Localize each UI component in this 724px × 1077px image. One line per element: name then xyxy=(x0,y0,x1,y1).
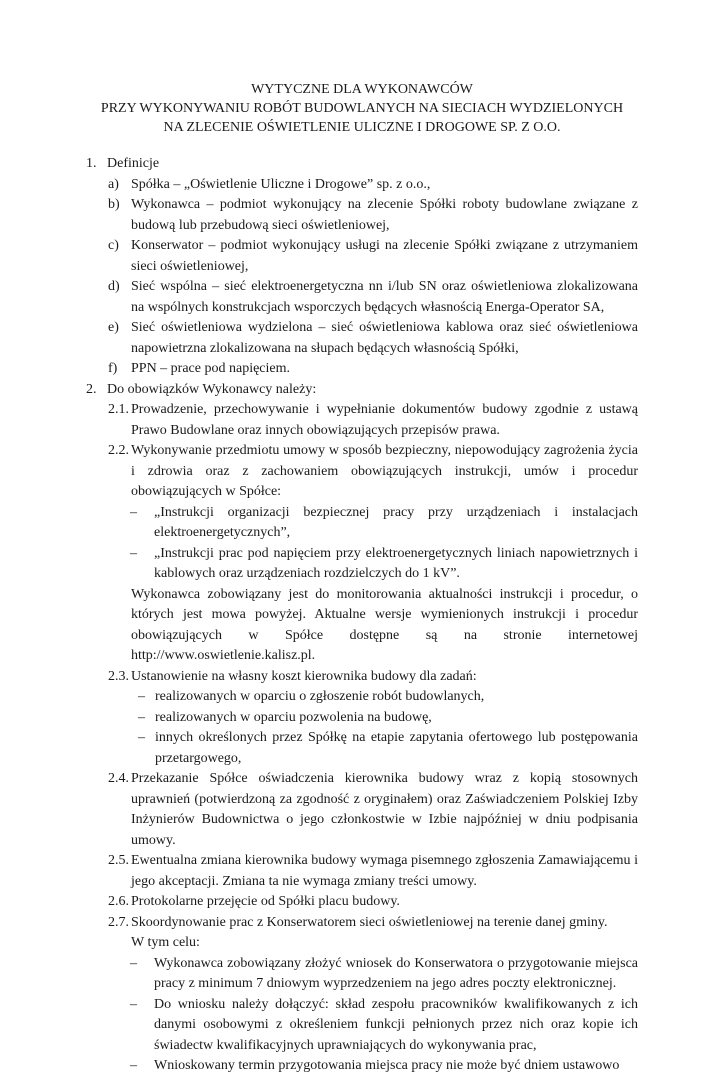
title-line-1: WYTYCZNE DLA WYKONAWCÓW xyxy=(251,82,473,97)
section-number: 1. xyxy=(86,156,97,171)
bullet-text: „Instrukcji prac pod napięciem przy elektroenergetycznych liniach napowietrznych i kablowych oraz urządzeniach rozdzielczych do 1 kV”. xyxy=(154,545,638,581)
item-text: Prowadzenie, przechowywanie i wypełnianie dokumentów budowy zgodnie z ustawą Prawo Budowlane oraz innych obowiązujących przepisów prawa. xyxy=(131,402,638,438)
item-text: Sieć wspólna – sieć elektroenergetyczna nn i/lub SN oraz oświetleniowa zlokalizowana na wspólnych konstrukcjach wsporczych będących własnością Energa-Operator SA, xyxy=(131,279,638,315)
item-text: Sieć oświetleniowa wydzielona – sieć oświetleniowa kablowa oraz sieć oświetleniowa napowietrzna zlokalizowana na słupach będących własnością Spółki, xyxy=(131,320,638,356)
item-text: PPN – prace pod napięciem. xyxy=(131,361,291,376)
item-label: 2.3. xyxy=(108,668,129,684)
obligation-item-2-2 xyxy=(86,441,638,503)
dash-marker: – xyxy=(138,689,145,704)
item-label: e) xyxy=(108,320,119,335)
item-text: Konserwator – podmiot wykonujący usługi na zlecenie Spółki związane z utrzymaniem sieci oświetleniowej, xyxy=(131,238,638,274)
item-label: 2.2. xyxy=(108,443,129,458)
note-text: Wykonawca zobowiązany jest do monitorowania aktualności instrukcji i procedur, o których jest mowa powyżej. Aktualne wersje wymienionych instrukcji i procedur obowiązujących w Spółce dostępne są na stronie internetowej http://www.oswietlenie.kalisz.pl. xyxy=(131,586,638,663)
dash-marker: – xyxy=(138,730,145,745)
dash-marker: – xyxy=(130,996,137,1012)
obligation-item-2-5 xyxy=(86,851,638,892)
dash-marker: – xyxy=(130,1058,137,1073)
definition-item xyxy=(86,359,638,380)
item-text: Wykonawca – podmiot wykonujący na zlecenie Spółki roboty budowlane związane z budową lub przebudową sieci oświetleniowej, xyxy=(131,197,638,233)
item-text: Protokolarne przejęcie od Spółki placu budowy. xyxy=(131,894,400,909)
document-body xyxy=(86,154,638,1077)
dash-marker: – xyxy=(138,709,145,725)
dash-marker: – xyxy=(130,955,137,971)
subheading-text: W tym celu: xyxy=(131,935,200,950)
section-number: 2. xyxy=(86,381,97,397)
obligation-subheading xyxy=(86,933,638,954)
definition-item xyxy=(86,318,638,359)
dash-marker: – xyxy=(130,545,137,561)
definition-item xyxy=(86,277,638,318)
bullet-text: „Instrukcji organizacji bezpiecznej pracy przy urządzeniach i instalacjach elektroenergetycznych”, xyxy=(154,504,638,540)
section-2-heading xyxy=(86,380,638,401)
item-label: a) xyxy=(108,176,119,192)
bullet-item xyxy=(86,728,638,769)
definition-item xyxy=(86,195,638,236)
section-title: Do obowiązków Wykonawcy należy: xyxy=(107,381,317,397)
bullet-text: innych określonych przez Spółkę na etapie zapytania ofertowego lub postępowania przetargowego, xyxy=(155,730,638,766)
item-label: 2.6. xyxy=(108,894,129,909)
item-text: Spółka – „Oświetlenie Uliczne i Drogowe” sp. z o.o., xyxy=(131,176,431,192)
item-label: f) xyxy=(108,361,118,376)
obligation-item-2-3 xyxy=(86,667,638,688)
title-line-3: NA ZLECENIE OŚWIETLENIE ULICZNE I DROGOWE SP. Z O.O. xyxy=(163,120,561,135)
definition-item xyxy=(86,236,638,277)
item-label: 2.7. xyxy=(108,914,129,930)
bullet-text: realizowanych w oparciu pozwolenia na budowę, xyxy=(155,709,432,725)
item-label: 2.5. xyxy=(108,853,129,868)
bullet-item xyxy=(86,1056,638,1077)
document-title xyxy=(0,80,724,137)
bullet-text: Do wniosku należy dołączyć: skład zespołu pracowników kwalifikowanych z ich danymi osobowymi z określeniem funkcji pełnionych przez nich oraz kopie ich świadectw kwalifikacyjnych uprawniających do wykonywania prac, xyxy=(154,996,638,1053)
bullet-item xyxy=(86,954,638,995)
bullet-item xyxy=(86,503,638,544)
title-line-2: PRZY WYKONYWANIU ROBÓT BUDOWLANYCH NA SIECIACH WYDZIELONYCH xyxy=(100,101,624,116)
item-label: 2.1. xyxy=(108,402,129,417)
bullet-text: Wnioskowany termin przygotowania miejsca pracy nie może być dniem ustawowo xyxy=(154,1058,620,1073)
obligation-item-2-4 xyxy=(86,769,638,851)
item-text: Wykonywanie przedmiotu umowy w sposób bezpieczny, niepowodujący zagrożenia życia i zdrowia oraz z zachowaniem obowiązujących instrukcji, umów i procedur obowiązujących w Spółce: xyxy=(131,443,638,499)
item-label: d) xyxy=(108,279,120,294)
item-text: Ewentualna zmiana kierownika budowy wymaga pisemnego zgłoszenia Zamawiającemu i jego akceptacji. Zmiana ta nie wymaga zmiany treści umowy. xyxy=(131,853,638,889)
item-label: b) xyxy=(108,197,120,212)
obligation-item-2-7 xyxy=(86,913,638,934)
obligation-item-2-1 xyxy=(86,400,638,441)
item-label: 2.4. xyxy=(108,771,129,786)
section-title: Definicje xyxy=(107,156,160,171)
bullet-item xyxy=(86,708,638,729)
obligation-note xyxy=(86,585,638,667)
bullet-item xyxy=(86,995,638,1057)
bullet-item xyxy=(86,544,638,585)
item-text: Ustanowienie na własny koszt kierownika budowy dla zadań: xyxy=(131,668,477,684)
section-1-heading xyxy=(86,154,638,175)
obligation-item-2-6 xyxy=(86,892,638,913)
bullet-text: realizowanych w oparciu o zgłoszenie robót budowlanych, xyxy=(155,689,485,704)
item-text: Skoordynowanie prac z Konserwatorem sieci oświetleniowej na terenie danej gminy. xyxy=(131,914,608,930)
bullet-text: Wykonawca zobowiązany złożyć wniosek do Konserwatora o przygotowanie miejsca pracy z minimum 7 dniowym wyprzedzeniem na jego adres poczty elektronicznej. xyxy=(154,955,638,991)
item-text: Przekazanie Spółce oświadczenia kierownika budowy wraz z kopią stosownych uprawnień (potwierdzoną za zgodność z oryginałem) oraz Zaświadczeniem Polskiej Izby Inżynierów Budownictwa o jego członkostwie w Izbie najpóźniej w dniu podpisania umowy. xyxy=(131,771,638,848)
dash-marker: – xyxy=(130,504,137,520)
item-label: c) xyxy=(108,238,119,253)
bullet-item xyxy=(86,687,638,708)
definition-item xyxy=(86,175,638,196)
